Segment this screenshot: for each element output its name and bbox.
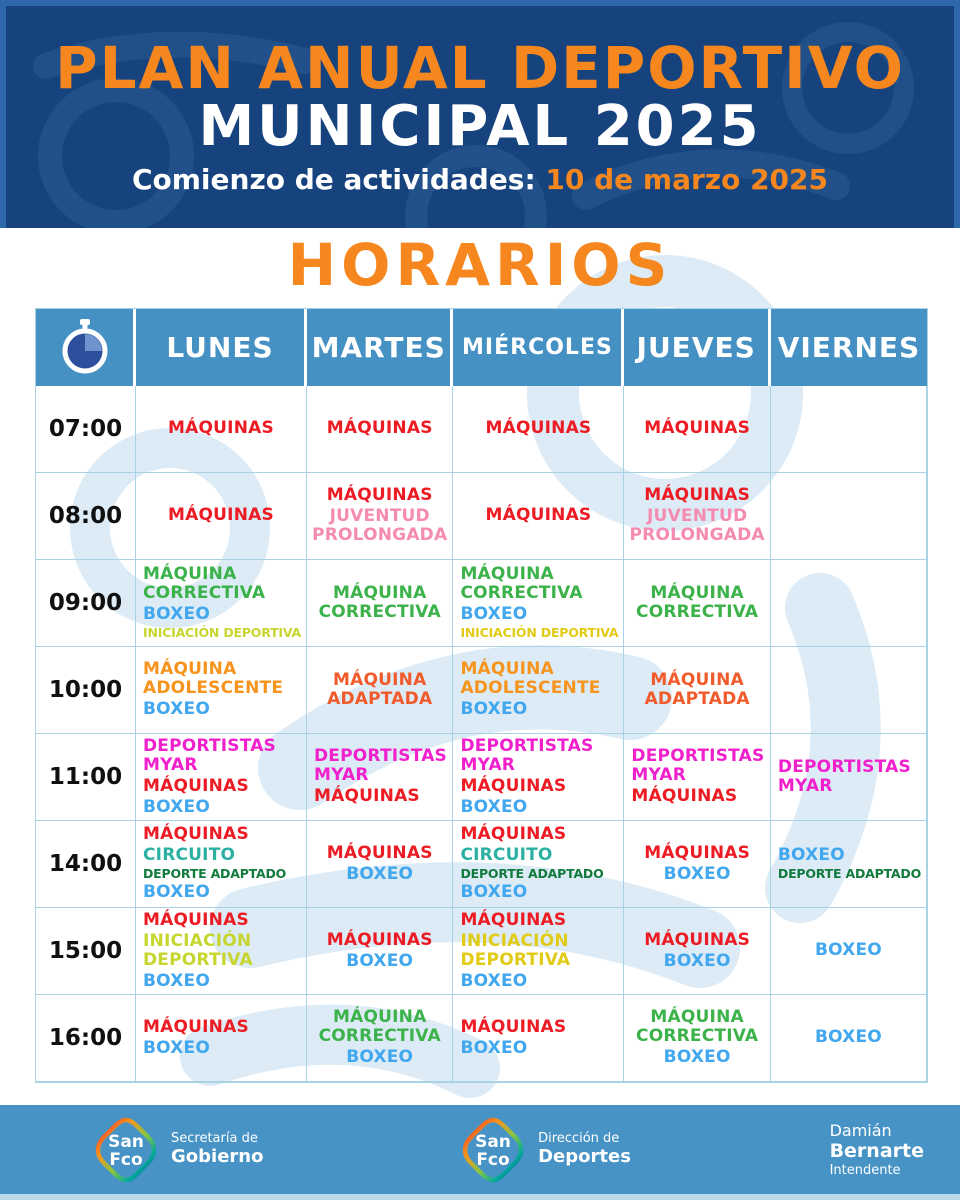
time-label: 07:00 xyxy=(36,386,136,473)
org-label-line1: Dirección de xyxy=(538,1131,620,1147)
activity-label: MÁQUINAS xyxy=(460,775,567,796)
schedule-cell xyxy=(771,560,927,647)
activity-label: INICIACIÓN DEPORTIVA xyxy=(143,625,301,641)
activity-label: MÁQUINA ADOLESCENTE xyxy=(460,659,601,699)
activity-label: BOXEO xyxy=(460,970,528,991)
schedule-cell xyxy=(136,734,307,821)
activity-label: MÁQUINA CORRECTIVA xyxy=(460,564,583,604)
day-header-3: MIÉRCOLES xyxy=(453,309,624,386)
schedule-section xyxy=(0,228,960,1105)
schedule-cell xyxy=(771,908,927,995)
activity-label: INICIACIÓN DEPORTIVA xyxy=(460,930,571,970)
org-label-line2: Gobierno xyxy=(171,1146,264,1168)
hero-banner xyxy=(0,0,960,228)
schedule-cell xyxy=(136,821,307,908)
footer-org-gobierno xyxy=(95,1116,263,1184)
schedule-cell xyxy=(624,386,770,473)
time-label: 08:00 xyxy=(36,473,136,560)
activity-label: DEPORTISTAS MYAR xyxy=(143,735,277,775)
schedule-cell xyxy=(307,473,453,560)
schedule-cell xyxy=(136,908,307,995)
start-date-value: 10 de marzo 2025 xyxy=(545,163,829,197)
activity-label: MÁQUINAS xyxy=(168,505,274,526)
schedule-cell xyxy=(624,647,770,734)
day-header-2: MARTES xyxy=(307,309,453,386)
time-column-header xyxy=(36,309,136,386)
activity-label: MÁQUINAS xyxy=(326,418,433,439)
official-title: Intendente xyxy=(829,1162,901,1178)
day-header-1: LUNES xyxy=(136,309,307,386)
schedule-table xyxy=(35,308,928,1083)
activity-label: MÁQUINA ADAPTADA xyxy=(644,669,750,709)
official-first-name: Damián xyxy=(829,1120,892,1140)
activity-label: BOXEO xyxy=(663,863,731,884)
section-title: HORARIOS xyxy=(287,231,673,299)
day-header-5: VIERNES xyxy=(771,309,927,386)
activity-label: BOXEO xyxy=(814,1027,882,1048)
poster-title-line2: MUNICIPAL 2025 xyxy=(198,94,762,160)
activity-label: BOXEO xyxy=(143,604,210,625)
schedule-cell xyxy=(307,734,453,821)
schedule-cell xyxy=(624,560,770,647)
activity-label: DEPORTE ADAPTADO xyxy=(777,866,921,882)
start-date-label: Comienzo de actividades: xyxy=(131,163,536,197)
sanfco-logo xyxy=(95,1116,157,1184)
schedule-cell xyxy=(771,734,927,821)
footer-bar xyxy=(0,1105,960,1194)
activity-label: MÁQUINAS xyxy=(143,1016,249,1037)
activity-label: BOXEO xyxy=(814,940,882,961)
activity-label: BOXEO xyxy=(346,1047,414,1068)
activity-label: MÁQUINAS xyxy=(326,485,433,506)
activity-label: MÁQUINAS xyxy=(460,909,567,930)
activity-label: MÁQUINAS xyxy=(631,786,738,807)
schedule-cell xyxy=(453,908,624,995)
activity-label: DEPORTE ADAPTADO xyxy=(460,866,604,882)
footer-org-deportes xyxy=(462,1116,631,1184)
activity-label: CIRCUITO xyxy=(460,845,553,866)
activity-label: MÁQUINAS xyxy=(460,1016,567,1037)
activity-label: DEPORTISTAS MYAR xyxy=(631,746,765,786)
schedule-cell xyxy=(771,386,927,473)
activity-label: MÁQUINAS xyxy=(460,824,567,845)
schedule-cell xyxy=(307,386,453,473)
activity-label: MÁQUINA CORRECTIVA xyxy=(636,582,759,622)
schedule-cell xyxy=(453,560,624,647)
activity-label: BOXEO xyxy=(777,845,845,866)
schedule-cell xyxy=(453,647,624,734)
activity-label: MÁQUINA ADOLESCENTE xyxy=(143,659,284,699)
official-last-name: Bernarte xyxy=(829,1139,924,1162)
schedule-cell xyxy=(136,386,307,473)
schedule-cell xyxy=(771,821,927,908)
activity-label: BOXEO xyxy=(143,699,210,720)
activity-label: JUVENTUD PROLONGADA xyxy=(312,506,448,546)
schedule-cell xyxy=(136,560,307,647)
activity-label: BOXEO xyxy=(143,882,210,903)
activity-label: MÁQUINAS xyxy=(143,824,249,845)
schedule-cell xyxy=(624,734,770,821)
activity-label: INICIACIÓN DEPORTIVA xyxy=(143,930,253,970)
stopwatch-icon xyxy=(61,318,109,376)
activity-label: MÁQUINAS xyxy=(644,842,751,863)
poster-title-line1: PLAN ANUAL DEPORTIVO xyxy=(55,33,905,102)
schedule-cell xyxy=(624,821,770,908)
schedule-cell xyxy=(307,821,453,908)
logo-text-fco: Fco xyxy=(476,1149,510,1170)
activity-label: MÁQUINA CORRECTIVA xyxy=(143,564,266,604)
activity-label: BOXEO xyxy=(143,796,210,817)
org-label-line1: Secretaría de xyxy=(171,1131,258,1147)
activity-label: BOXEO xyxy=(143,1037,210,1058)
activity-label: INICIACIÓN DEPORTIVA xyxy=(460,625,619,641)
activity-label: MÁQUINAS xyxy=(644,418,751,439)
org-label-line2: Deportes xyxy=(538,1146,631,1168)
activity-label: MÁQUINAS xyxy=(326,929,433,950)
schedule-cell xyxy=(771,647,927,734)
activity-label: MÁQUINAS xyxy=(644,929,751,950)
time-label: 11:00 xyxy=(36,734,136,821)
time-label: 15:00 xyxy=(36,908,136,995)
footer-official xyxy=(830,1121,924,1179)
activity-label: JUVENTUD PROLONGADA xyxy=(629,506,765,546)
activity-label: DEPORTISTAS MYAR xyxy=(777,756,911,796)
org-label xyxy=(171,1131,263,1168)
activity-label: MÁQUINAS xyxy=(313,786,420,807)
schedule-cell xyxy=(453,821,624,908)
activity-label: DEPORTISTAS MYAR xyxy=(313,746,447,786)
schedule-cell xyxy=(771,473,927,560)
activity-label: MÁQUINA ADAPTADA xyxy=(327,669,433,709)
schedule-cell xyxy=(307,647,453,734)
bottom-strip xyxy=(0,1194,960,1200)
activity-label: DEPORTE ADAPTADO xyxy=(143,866,287,882)
schedule-cell xyxy=(771,995,927,1082)
logo-text-san: San xyxy=(108,1131,144,1152)
activity-label: MÁQUINAS xyxy=(485,418,592,439)
time-label: 10:00 xyxy=(36,647,136,734)
activity-label: BOXEO xyxy=(346,863,414,884)
schedule-cell xyxy=(136,995,307,1082)
activity-label: BOXEO xyxy=(143,970,210,991)
logo-text-fco: Fco xyxy=(109,1149,143,1170)
schedule-cell xyxy=(136,647,307,734)
activity-label: BOXEO xyxy=(663,1047,731,1068)
schedule-cell xyxy=(453,734,624,821)
activity-label: MÁQUINAS xyxy=(485,505,592,526)
schedule-cell xyxy=(307,995,453,1082)
activity-label: MÁQUINA CORRECTIVA xyxy=(318,1007,441,1047)
org-label xyxy=(538,1131,631,1168)
activity-label: BOXEO xyxy=(460,882,528,903)
schedule-cell xyxy=(136,473,307,560)
activity-label: BOXEO xyxy=(663,950,731,971)
activity-label: MÁQUINA CORRECTIVA xyxy=(318,582,441,622)
activity-label: BOXEO xyxy=(460,699,528,720)
activity-label: BOXEO xyxy=(346,950,414,971)
activity-label: MÁQUINAS xyxy=(644,485,751,506)
schedule-cell xyxy=(453,386,624,473)
schedule-cell xyxy=(453,473,624,560)
schedule-cell xyxy=(624,473,770,560)
schedule-cell xyxy=(307,908,453,995)
activity-label: CIRCUITO xyxy=(143,845,236,866)
activity-label: BOXEO xyxy=(460,604,528,625)
time-label: 14:00 xyxy=(36,821,136,908)
schedule-cell xyxy=(453,995,624,1082)
schedule-cell xyxy=(624,908,770,995)
activity-label: DEPORTISTAS MYAR xyxy=(460,735,594,775)
schedule-cell xyxy=(624,995,770,1082)
logo-text-san: San xyxy=(475,1131,512,1152)
day-header-4: JUEVES xyxy=(624,309,770,386)
time-label: 16:00 xyxy=(36,995,136,1082)
activity-label: MÁQUINAS xyxy=(326,842,433,863)
activity-label: MÁQUINA CORRECTIVA xyxy=(636,1007,759,1047)
activity-label: MÁQUINAS xyxy=(168,418,274,439)
schedule-cell xyxy=(307,560,453,647)
start-date-line xyxy=(132,163,828,196)
sanfco-logo xyxy=(462,1116,524,1184)
activity-label: MÁQUINAS xyxy=(143,775,249,796)
activity-label: BOXEO xyxy=(460,1037,528,1058)
activity-label: BOXEO xyxy=(460,796,528,817)
time-label: 09:00 xyxy=(36,560,136,647)
activity-label: MÁQUINAS xyxy=(143,909,249,930)
